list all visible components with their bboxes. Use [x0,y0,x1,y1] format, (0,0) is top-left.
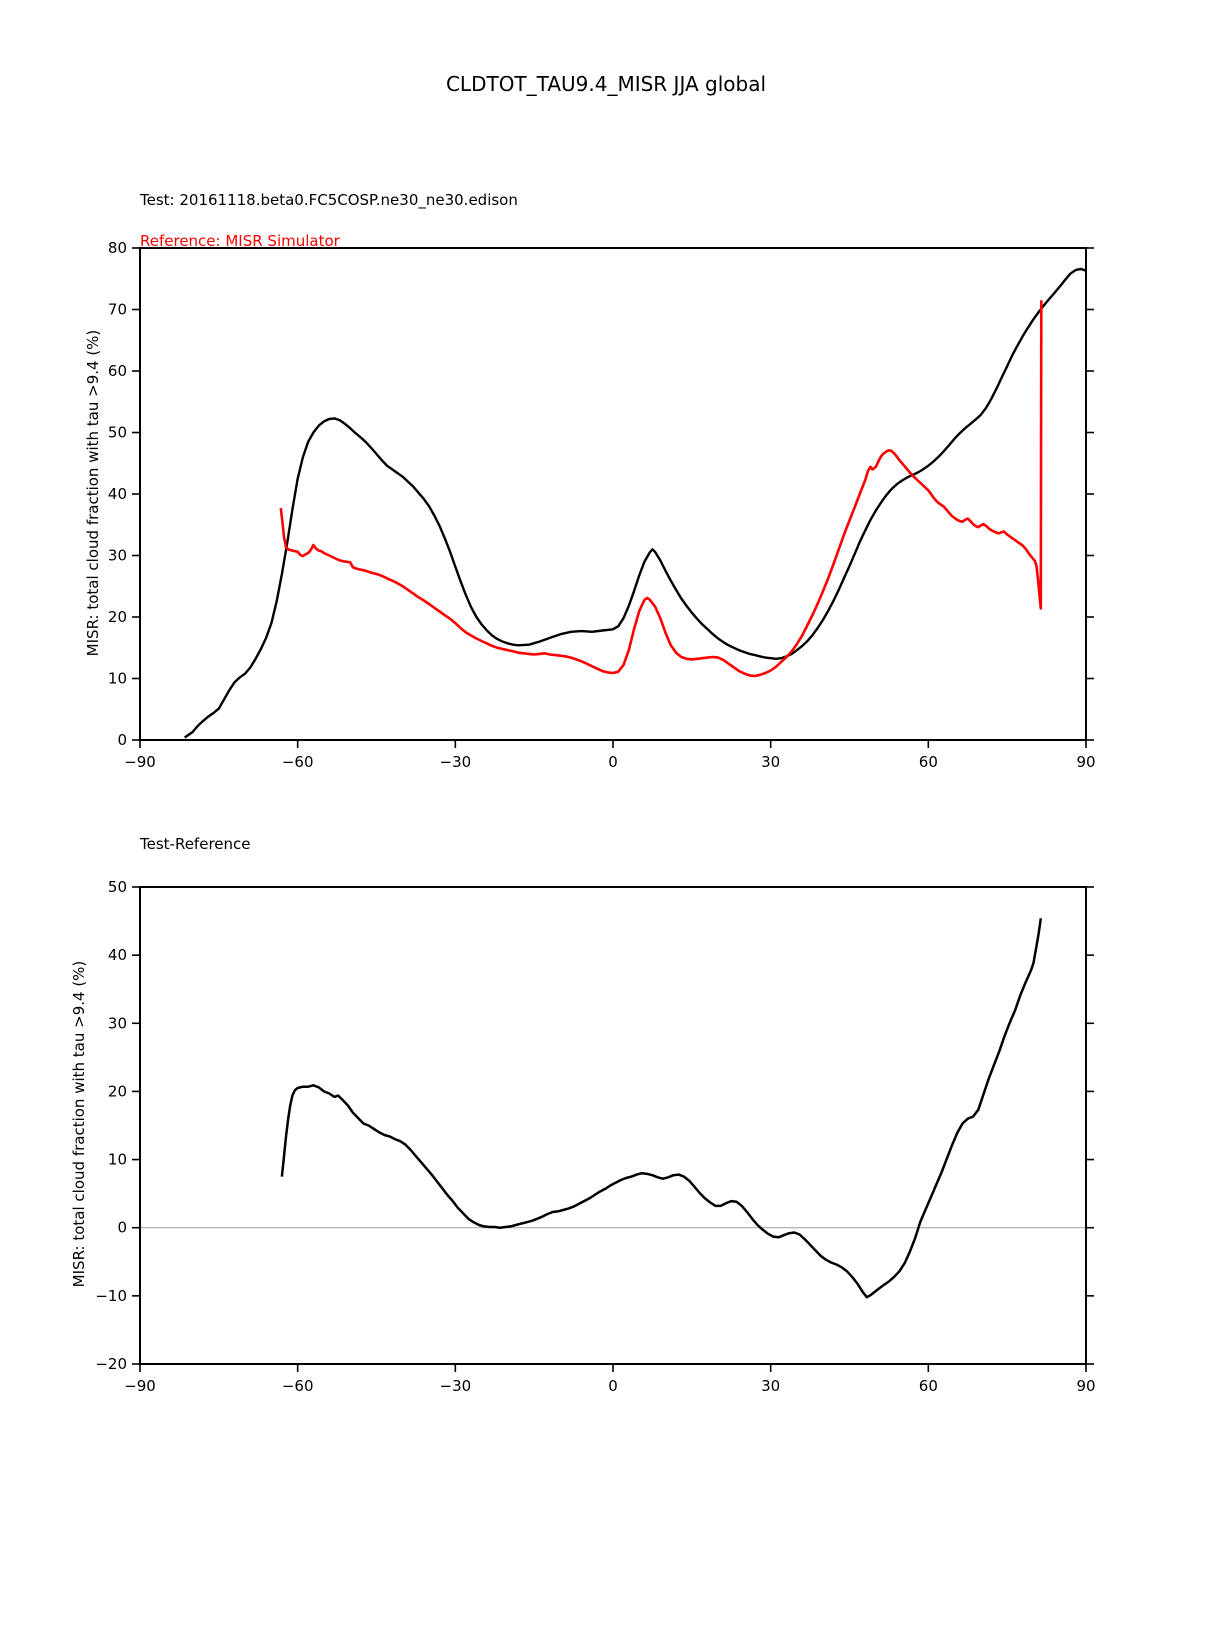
test-run-label: Test: 20161118.beta0.FC5COSP.ne30_ne30.edison [140,191,518,209]
x-tick-label: 0 [608,1377,618,1395]
y-tick-label: 20 [107,1082,127,1101]
y-tick-label: −20 [95,1355,127,1373]
top-chart-y-axis-label: MISR: total cloud fraction with tau >9.4 (%) [84,329,102,657]
y-tick-label: 80 [107,239,127,257]
x-tick-label: 90 [1076,753,1096,771]
y-tick-label: 70 [107,300,127,319]
x-tick-label: −90 [124,753,156,771]
x-tick-label: −60 [281,1377,314,1395]
x-tick-label: 60 [918,1377,938,1395]
y-tick-label: 40 [107,485,127,503]
axes-frame [140,248,1086,740]
page-title: CLDTOT_TAU9.4_MISR JJA global [445,72,767,96]
reference-run-label: Reference: MISR Simulator [140,232,340,250]
y-tick-label: 10 [107,669,127,688]
x-tick-label: 90 [1076,1377,1096,1395]
y-tick-label: 0 [117,731,127,749]
x-tick-label: −60 [281,753,314,771]
y-tick-label: 30 [107,1014,127,1033]
y-tick-label: 50 [107,878,127,896]
x-tick-label: 0 [608,753,618,771]
series-line-test [185,269,1086,738]
series-line-reference [281,300,1042,676]
y-tick-label: 60 [107,362,127,380]
axes-frame [140,887,1086,1364]
y-tick-label: 30 [107,546,127,565]
x-tick-label: 30 [761,1377,781,1395]
y-tick-label: 50 [107,423,127,442]
y-tick-label: 0 [117,1218,127,1237]
y-tick-label: −10 [95,1286,127,1305]
difference-chart-label: Test-Reference [140,835,251,853]
y-tick-label: 20 [107,608,127,626]
y-tick-label: 10 [107,1150,127,1169]
x-tick-label: −30 [439,753,472,771]
series-line-difference [282,918,1041,1297]
x-tick-label: −30 [439,1377,472,1395]
x-tick-label: 30 [761,753,781,771]
y-tick-label: 40 [107,946,127,965]
x-tick-label: 60 [918,753,938,771]
bottom-chart-y-axis-label: MISR: total cloud fraction with tau >9.4 (%) [70,960,88,1288]
x-tick-label: −90 [124,1377,156,1395]
